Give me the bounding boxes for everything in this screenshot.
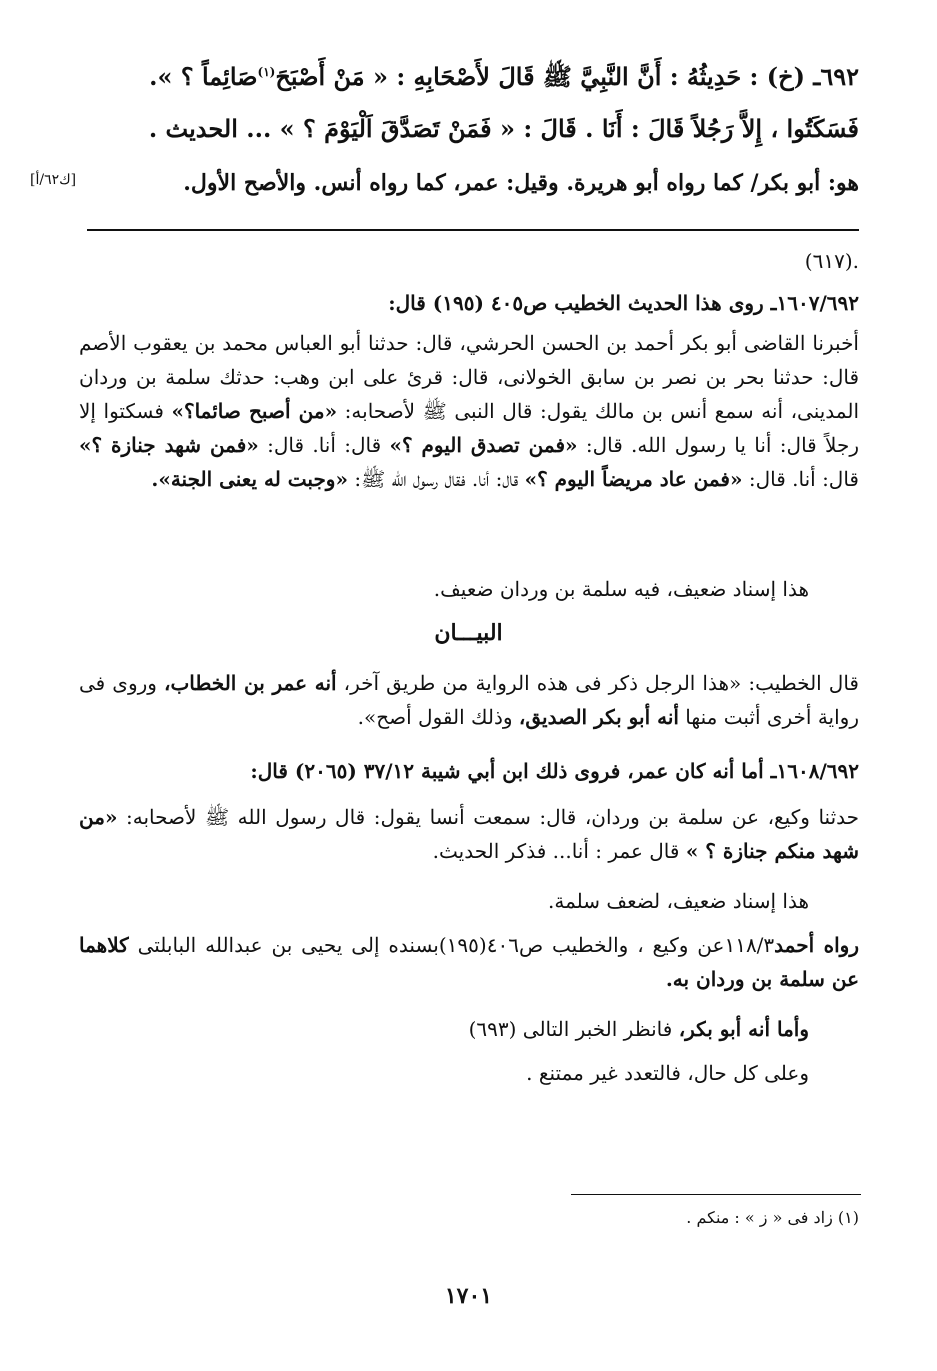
abubakr-emphasis: وأما أنه أبو بكر، <box>678 1017 809 1041</box>
bayan-emphasis: أنه أبو بكر الصديق، <box>518 705 679 729</box>
separator-rule <box>87 229 859 231</box>
conclusion-line: وعلى كل حال، فالتعدد غير ممتنع . <box>526 1061 809 1085</box>
footnote-marker: (١) <box>257 65 276 79</box>
narration-text: قال: أنا. فقال رسول الله ﷺ: <box>354 467 519 491</box>
narration-text: فسكتوا إلا رجلاً قال: أنا يا رسول الله. قال: <box>79 399 859 457</box>
hadith-line-1 <box>149 62 859 97</box>
hadith-text: صَائِماً ؟ ». <box>149 62 258 91</box>
note-617: .(٦١٧) <box>804 249 859 273</box>
section-1608-body <box>79 800 859 868</box>
section-1608-heading: ١٦٠٨/٦٩٢ـ أما أنه كان عمر، فروى ذلك ابن أبي شيبة ٣٧/١٢ (٢٠٦٥) قال: <box>250 759 859 783</box>
hadith-line-2: فَسَكَتُوا ، إِلاَّ رَجُلاً قَالَ : أَنَا . قَالَ : « فَمَنْ تَصَدَّقَ اَلْيَوْمَ ؟ » ... الحديث . <box>148 114 859 143</box>
narration-text: قال عمر : أنا... فذكر الحديث. <box>432 839 680 863</box>
section-1607-body <box>79 326 859 496</box>
isnad-text: حدثنا وكيع، عن سلمة بن وردان، قال: سمعت أنسا يقول: قال رسول الله ﷺ لأصحابه: <box>126 805 860 829</box>
abubakr-text: فانظر الخبر التالى (٦٩٣) <box>468 1017 673 1041</box>
abubakr-line <box>469 1012 809 1046</box>
bayan-emphasis: أنه عمر بن الخطاب، <box>164 671 337 695</box>
page-number: ١٧٠١ <box>444 1283 493 1309</box>
grading-1608: هذا إسناد ضعيف، لضعف سلمة. <box>547 889 809 913</box>
bayan-text: قال الخطيب: «هذا الرجل ذكر فى هذه الرواية من طريق آخر، <box>343 671 859 695</box>
riwayah-emphasis: رواه أحمد <box>774 933 859 957</box>
margin-reference: [ك٦٢/أ] <box>30 172 77 188</box>
riwayah-text: ١١٨/٣عن وكيع ، والخطيب ص٤٠٦(١٩٥)بسنده إلى يحيى بن عبدالله البابلتى <box>137 933 775 957</box>
quote: «وجبت له يعنى الجنة». <box>151 467 348 491</box>
bayan-text: وذلك القول أصح». <box>357 705 513 729</box>
quote: «من شهد منكم جنازة ؟ » <box>79 805 859 863</box>
narration-text: قال: أنا. قال: <box>748 467 859 491</box>
section-1607-heading: ١٦٠٧/٦٩٢ـ روى هذا الحديث الخطيب ص٤٠٥ (١٩٥) قال: <box>388 291 859 315</box>
riwayah-paragraph <box>79 928 859 996</box>
quote: «فمن عاد مريضاً اليوم ؟» <box>524 467 743 491</box>
bayan-body <box>79 666 859 734</box>
bayan-text: وروى فى رواية أخرى أثبت منها <box>79 671 859 729</box>
footnote-rule <box>571 1194 861 1195</box>
footnote: (١) زاد فى « ز » : منكم . <box>686 1208 859 1227</box>
riwayah-emphasis: كلاهما عن سلمة بن وردان به. <box>79 933 859 991</box>
grading-1607: هذا إسناد ضعيف، فيه سلمة بن وردان ضعيف. <box>433 577 809 601</box>
narration-text: قال: أنا. قال: <box>267 433 382 457</box>
hadith-text: ٦٩٢ـ (خ) : حَدِيثُهُ : أَنَّ النَّبِيَّ ﷺ قَالَ لأَصْحَابِهِ : « مَنْ أَصْبَحَ <box>275 62 859 91</box>
quote: «فمن شهد جنازة ؟» <box>79 433 259 457</box>
quote: «من أصبح صائما؟» <box>171 399 338 423</box>
isnad-text: أخبرنا القاضى أبو بكر أحمد بن الحسن الحرشي، قال: حدثنا أبو العباس محمد بن يعقوب الأصم قال: حدثنا بحر بن نصر بن سابق الخولانى، قال: قرئ على ابن وهب: حدثك سلمة بن وردان المدينى، أنه سمع أنس بن مالك يقول: قال النبى ﷺ لأصحابه: <box>79 331 860 423</box>
hadith-line-3: هو: أبو بكر/ كما رواه أبو هريرة. وقيل: عمر، كما رواه أنس. والأصح الأول. <box>183 170 859 196</box>
bayan-title: البيـــان <box>434 620 503 646</box>
quote: «فمن تصدق اليوم ؟» <box>389 433 578 457</box>
